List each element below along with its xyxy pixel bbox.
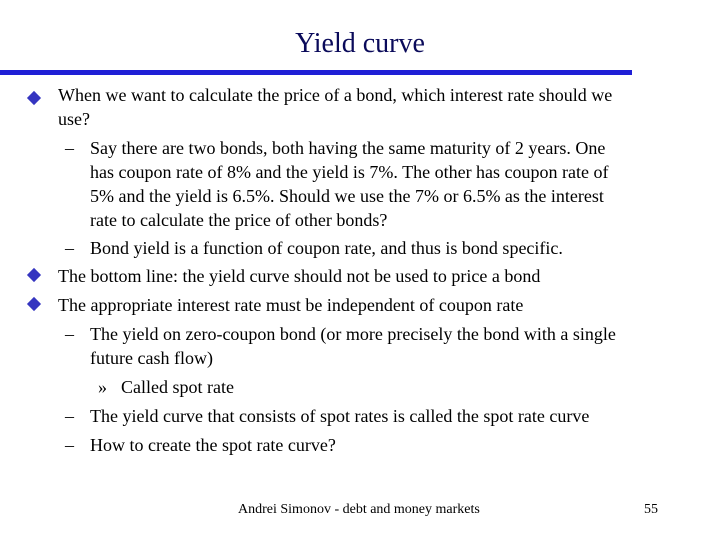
bullet-1-line-2: use? — [58, 109, 90, 129]
subitem-1-line-2: has coupon rate of 8% and the yield is 7%. The other has coupon rate of — [90, 162, 609, 182]
diamond-bullet-icon — [27, 91, 41, 105]
bullet-1-line-1: When we want to calculate the price of a bond, which interest rate should we — [58, 85, 613, 105]
diamond-bullet-icon — [27, 297, 41, 311]
subitem-1-line-1: Say there are two bonds, both having the same maturity of 2 years. One — [90, 138, 606, 158]
subitem-1-line-4: rate to calculate the price of other bonds? — [90, 210, 388, 230]
subitem-1-line-3: 5% and the yield is 6.5%. Should we use the 7% or 6.5% as the interest — [90, 186, 604, 206]
page-number: 55 — [644, 502, 658, 517]
footer-text: Andrei Simonov - debt and money markets — [238, 502, 480, 517]
dash-marker: – — [65, 435, 74, 455]
subitem-5-line-1: How to create the spot rate curve? — [90, 435, 336, 455]
slide-title: Yield curve — [295, 28, 425, 59]
chevron-marker: » — [98, 377, 107, 397]
title-underline — [0, 70, 632, 75]
dash-marker: – — [65, 238, 74, 258]
subitem-3-line-2: future cash flow) — [90, 348, 213, 368]
bullet-2-line-1: The bottom line: the yield curve should not be used to price a bond — [58, 266, 541, 286]
dash-marker: – — [65, 138, 74, 158]
diamond-bullet-icon — [27, 268, 41, 282]
dash-marker: – — [65, 324, 74, 344]
subitem-2-line-1: Bond yield is a function of coupon rate, and thus is bond specific. — [90, 238, 563, 258]
dash-marker: – — [65, 406, 74, 426]
subitem-4-line-1: The yield curve that consists of spot rates is called the spot rate curve — [90, 406, 590, 426]
sub-subitem-line-1: Called spot rate — [121, 377, 234, 397]
subitem-3-line-1: The yield on zero-coupon bond (or more precisely the bond with a single — [90, 324, 616, 344]
bullet-3-line-1: The appropriate interest rate must be independent of coupon rate — [58, 295, 524, 315]
